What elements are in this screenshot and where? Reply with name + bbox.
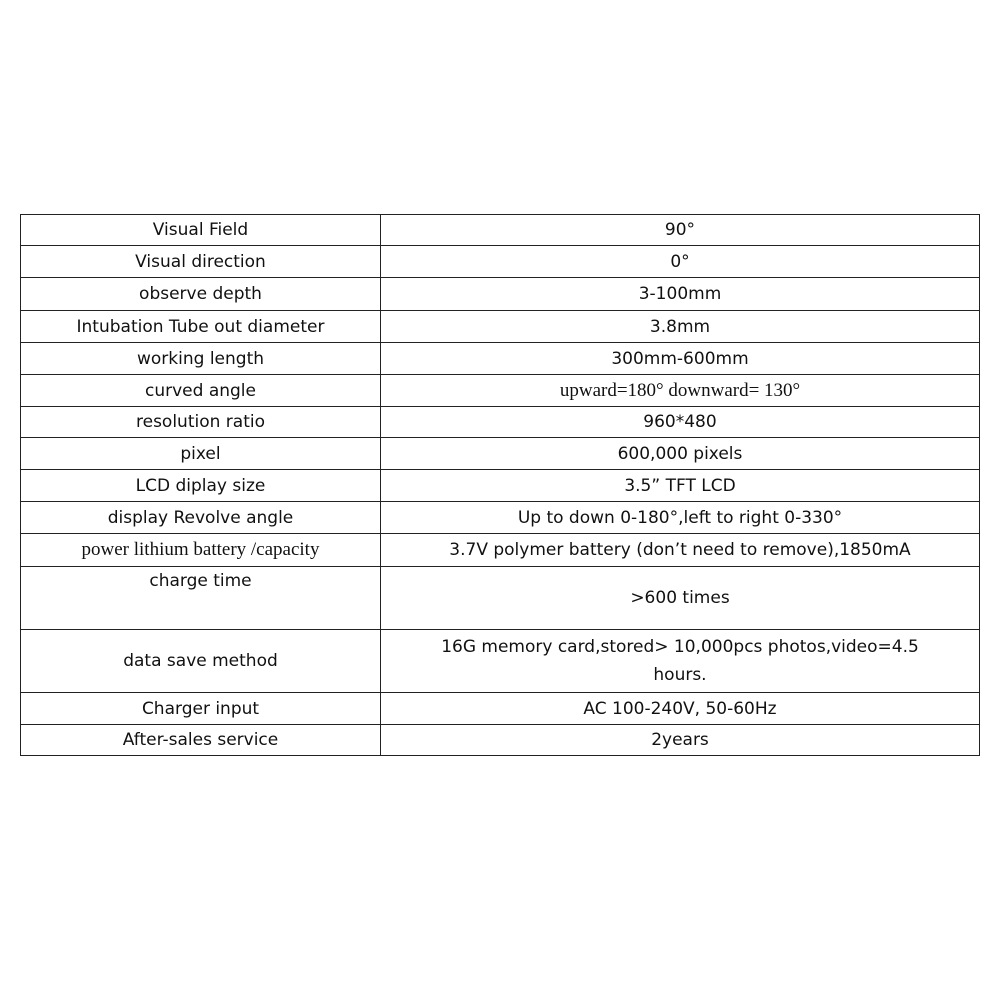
row-label: Charger input (21, 693, 381, 725)
row-label: After-sales service (21, 725, 381, 756)
table-row (21, 567, 980, 630)
table-row (21, 375, 980, 407)
table-row (21, 246, 980, 278)
table-row (21, 470, 980, 502)
row-value: 90° (381, 215, 980, 246)
row-value: 16G memory card,stored> 10,000pcs photos,video=4.5 hours. (381, 630, 980, 693)
table-row (21, 630, 980, 693)
row-value: 3-100mm (381, 278, 980, 311)
table-row (21, 534, 980, 567)
row-label: LCD diplay size (21, 470, 381, 502)
row-label: Intubation Tube out diameter (21, 311, 381, 343)
row-label: power lithium battery /capacity (21, 534, 381, 567)
table-row (21, 693, 980, 725)
row-value: Up to down 0-180°,left to right 0-330° (381, 502, 980, 534)
row-value: 3.8mm (381, 311, 980, 343)
table-row (21, 438, 980, 470)
row-value: 2years (381, 725, 980, 756)
row-label: observe depth (21, 278, 381, 311)
row-value: 960*480 (381, 407, 980, 438)
table-row (21, 407, 980, 438)
row-label: data save method (21, 630, 381, 693)
table-row (21, 502, 980, 534)
row-label: Visual direction (21, 246, 381, 278)
row-label: display Revolve angle (21, 502, 381, 534)
row-label: resolution ratio (21, 407, 381, 438)
row-label: charge time (21, 567, 381, 630)
row-value: upward=180° downward= 130° (381, 375, 980, 407)
table-row (21, 215, 980, 246)
table-row (21, 278, 980, 311)
row-value: 3.7V polymer battery (don’t need to remove),1850mA (381, 534, 980, 567)
table-row (21, 343, 980, 375)
row-label: pixel (21, 438, 381, 470)
row-value: 0° (381, 246, 980, 278)
row-value: 3.5” TFT LCD (381, 470, 980, 502)
table-row (21, 725, 980, 756)
row-value: AC 100-240V, 50-60Hz (381, 693, 980, 725)
row-label: Visual Field (21, 215, 381, 246)
row-label: curved angle (21, 375, 381, 407)
row-label: working length (21, 343, 381, 375)
row-value: 600,000 pixels (381, 438, 980, 470)
table-row (21, 311, 980, 343)
row-value: 300mm-600mm (381, 343, 980, 375)
row-value: >600 times (381, 567, 980, 630)
spec-table (20, 214, 980, 756)
